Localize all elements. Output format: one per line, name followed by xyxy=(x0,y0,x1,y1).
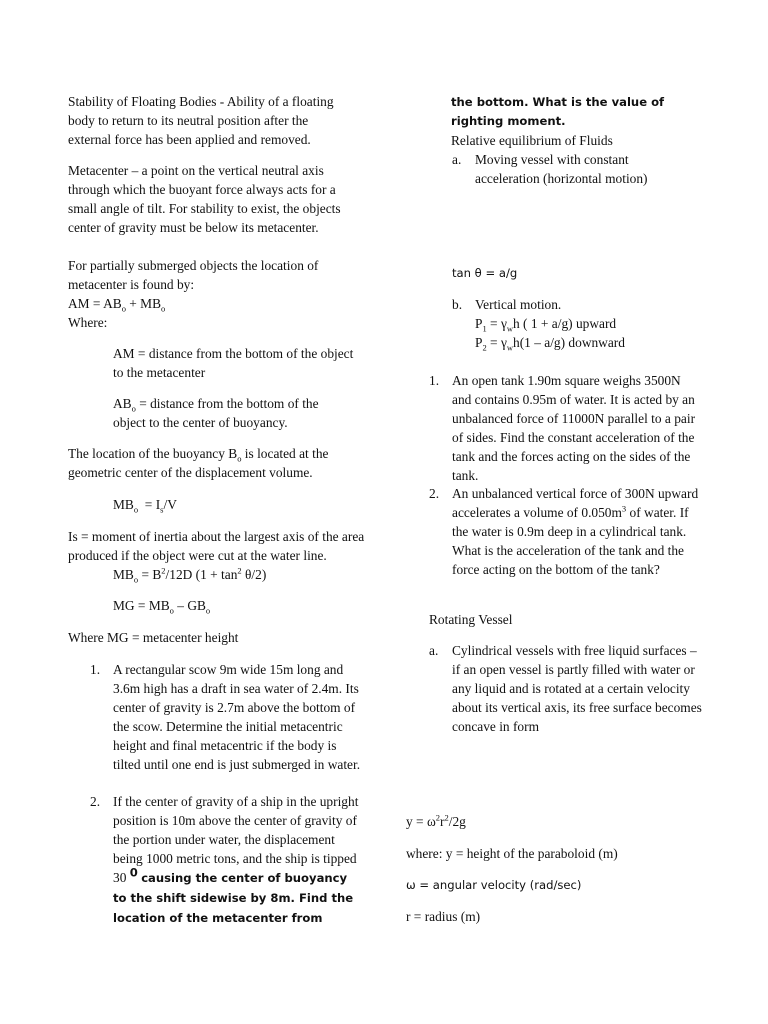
formula-p1: $P_1 = \gamma_wh$ ( 1 + a/g) upward xyxy=(475,316,617,334)
question-2-number: 2. xyxy=(429,486,440,501)
formula-p2: $P_2 = \gamma_wh(1 - a/g)$ downward xyxy=(475,335,625,353)
am-definition-line1: AM = distance from the bottom of the object xyxy=(113,346,354,361)
item-a-text: Moving vessel with constant acceleration (horizontal motion) xyxy=(475,152,648,186)
intro-paragraph: Stability of Floating Bodies - Ability of a floating body to return to its neutral position after the external force has been applied and removed. xyxy=(68,94,334,147)
y-definition: where: y = height of the paraboloid (m) xyxy=(406,846,618,861)
item-b-text: Vertical motion. xyxy=(475,297,562,312)
paraboloid-formula: $y = \omega^2r^2/2g$ xyxy=(406,812,466,829)
rotating-item-a-label: a. xyxy=(429,643,439,658)
ab-definition-line1: $AB_o$ = distance from the bottom of the xyxy=(113,396,319,414)
question-1-number: 1. xyxy=(429,373,440,388)
partial-submerged-line1: For partially submerged objects the location of xyxy=(68,258,319,273)
rotating-item-a-text: Cylindrical vessels with free liquid surfaces – if an open vessel is partly filled with water or any liquid and is rotated at a certain velocity about its vertical axis, its free surface becomes concave in form xyxy=(452,643,702,734)
relative-equilibrium-heading: Relative equilibrium of Fluids xyxy=(451,133,613,148)
tan-formula: tan θ = a/g xyxy=(452,266,518,280)
item-a-label: a. xyxy=(452,152,462,167)
metacenter-definition: Metacenter – a point on the vertical neutral axis through which the buoyant force always acts for a small angle of tilt. For stability to exist, the objects center of gravity must be below its metacenter. xyxy=(68,163,341,235)
problem-1-number: 1. xyxy=(90,662,101,677)
problem-2-number: 2. xyxy=(90,794,101,809)
formula-am: AM = $AB_o + MB_o$ xyxy=(68,296,166,314)
ab-definition-line2: object to the center of buoyancy. xyxy=(113,415,288,430)
formula-mbo: $MB_o = I_s/V$ xyxy=(113,497,177,515)
buoyancy-location-line1: The location of the buoyancy $B_o$ is located at the xyxy=(68,446,329,464)
problem-1-text: A rectangular scow 9m wide 15m long and 3.6m high has a draft in sea water of 2.4m. Its center of gravity is 2.7m above the bottom of the scow. Determine the initial metacentric height and final metacentric if the body is tilted until one end is just submerged in water. xyxy=(113,662,361,772)
partial-submerged-line2: metacenter is found by: xyxy=(68,277,195,292)
buoyancy-location-line2: geometric center of the displacement volume. xyxy=(68,465,313,480)
formula-mg: MG = $MB_o - GB_o$ xyxy=(113,598,211,616)
formula-mbo-tilt: $MB_o = B^2/12D$ $(1 + \tan^2 \theta/2)$ xyxy=(113,565,267,585)
question-1-text: An open tank 1.90m square weighs 3500N and contains 0.95m of water. It is acted by an unbalanced force of 11000N parallel to a pair of sides. Find the constant acceleration of the tank and the forces acting on the sides of the tank. xyxy=(452,373,696,483)
problem-2-text: If the center of gravity of a ship in the upright position is 10m above the center of gravity of the portion under water, the displacement being 1000 metric tons, and the ship is tipped 30 $^0$ causing the center of buoyancy to the shift sidewise by 8m. Find the location of the metacenter from xyxy=(113,794,359,925)
is-definition: Is = moment of inertia about the largest axis of the area produced if the object were cut at the water line. xyxy=(68,529,365,563)
continued-question: the bottom. What is the value of righting moment. xyxy=(451,95,665,128)
question-2-text: An unbalanced vertical force of 300N upward accelerates a volume of $0.050m^3$ of water. If the water is 0.9m deep in a cylindrical tank. What is the acceleration of the tank and the force acting on the bottom of the tank? xyxy=(452,486,699,577)
where-label: Where: xyxy=(68,315,108,330)
omega-definition: ω = angular velocity (rad/sec) xyxy=(406,878,582,892)
item-b-label: b. xyxy=(452,297,463,312)
radius-definition: r = radius (m) xyxy=(406,909,481,924)
am-definition-line2: to the metacenter xyxy=(113,365,206,380)
rotating-vessel-heading: Rotating Vessel xyxy=(429,612,513,627)
mg-definition: Where MG = metacenter height xyxy=(68,630,239,645)
